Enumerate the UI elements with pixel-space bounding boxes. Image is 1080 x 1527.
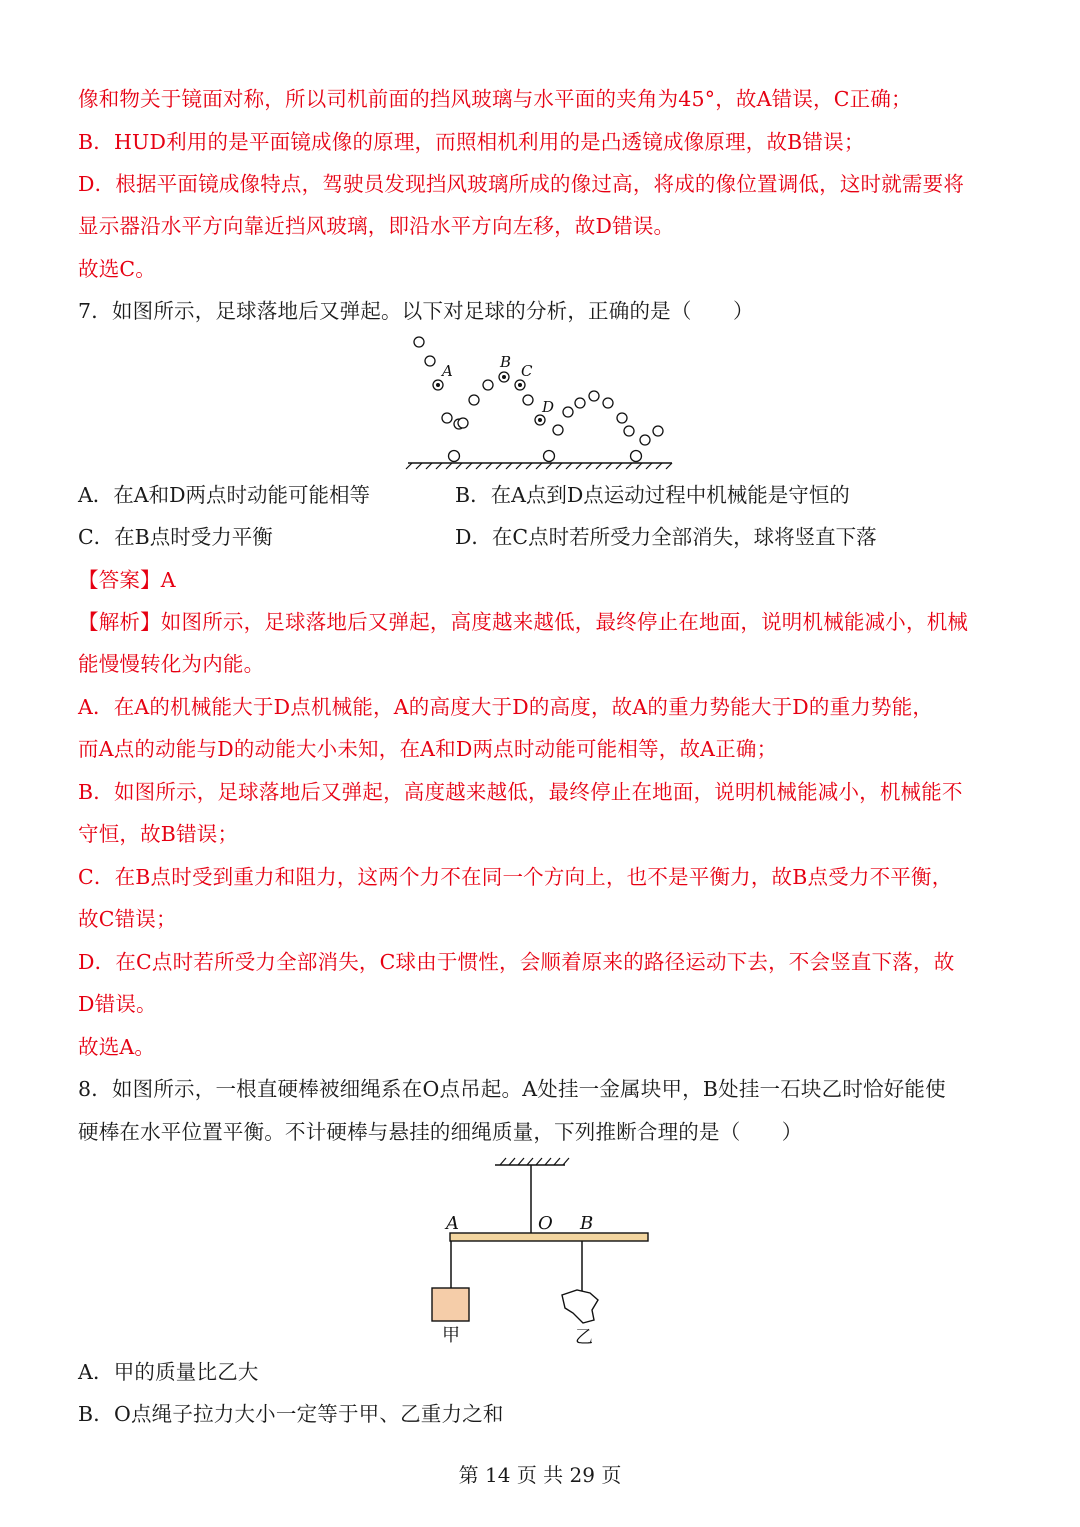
point-b-label: B [580, 1213, 594, 1234]
prev-explanation-line: 显示器沿水平方向靠近挡风玻璃，即沿水平方向左移，故D错误。 [78, 214, 675, 238]
q7-analysis-b: B．如图所示，足球落地后又弹起，高度越来越低，最终停止在地面，说明机械能减小，机械能不 [78, 780, 963, 804]
q7-option-d: D．在C点时若所受力全部消失，球将竖直下落 [455, 525, 877, 549]
q7-analysis-b: 守恒，故B错误； [78, 822, 239, 846]
point-a-label: A [446, 1213, 459, 1234]
q7-option-a: A．在A和D两点时动能可能相等 [78, 483, 371, 507]
q8-option-b: B．O点绳子拉力大小一定等于甲、乙重力之和 [78, 1402, 504, 1426]
q7-analysis-c: C．在B点时受到重力和阻力，这两个力不在同一个方向上，也不是平衡力，故B点受力不平衡， [78, 865, 953, 889]
q7-analysis: 【解析】如图所示，足球落地后又弹起，高度越来越低，最终停止在地面，说明机械能减小，机械 [78, 610, 969, 634]
q7-analysis-a: 而A点的动能与D的动能大小未知，在A和D两点时动能可能相等，故A正确； [78, 737, 778, 761]
ball-trajectory [414, 337, 663, 462]
prev-explanation-line: B．HUD利用的是平面镜成像的原理，而照相机利用的是凸透镜成像原理，故B错误； [78, 130, 865, 154]
q7-analysis-c: 故C错误； [78, 907, 177, 931]
yi-label: 乙 [575, 1327, 593, 1348]
q8-stem: 硬棒在水平位置平衡。不计硬棒与悬挂的细绳质量，下列推断合理的是（ ） [78, 1120, 803, 1144]
prev-explanation-line: D．根据平面镜成像特点，驾驶员发现挡风玻璃所成的像过高，将成的像位置调低，这时就需要将 [78, 172, 965, 196]
q7-answer: 【答案】A [78, 568, 176, 592]
ground-hatching [406, 463, 672, 469]
rigid-rod [450, 1233, 648, 1241]
metal-block-jia [432, 1288, 469, 1321]
q7-stem: 7．如图所示，足球落地后又弹起。以下对足球的分析，正确的是（ ） [78, 299, 754, 323]
prev-explanation-line: 像和物关于镜面对称，所以司机前面的挡风玻璃与水平面的夹角为45°，故A错误，C正确； [78, 87, 912, 111]
ceiling-hatching [500, 1158, 569, 1165]
prev-conclusion: 故选C。 [78, 257, 156, 281]
point-b-label: B [500, 353, 512, 371]
lever-figure [420, 1150, 670, 1350]
stone-yi [562, 1290, 598, 1323]
point-o-label: O [538, 1213, 553, 1234]
q7-conclusion: 故选A。 [78, 1035, 156, 1059]
q7-analysis-d: D错误。 [78, 992, 157, 1016]
q8-stem: 8．如图所示，一根直硬棒被细绳系在O点吊起。A处挂一金属块甲，B处挂一石块乙时恰好能使 [78, 1077, 946, 1101]
bouncing-ball-figure [400, 330, 680, 470]
jia-label: 甲 [442, 1325, 460, 1346]
q7-analysis-a: A．在A的机械能大于D点机械能，A的高度大于D的高度，故A的重力势能大于D的重力势能， [78, 695, 934, 719]
q7-analysis-d: D．在C点时若所受力全部消失，C球由于惯性，会顺着原来的路径运动下去，不会竖直下落，故 [78, 950, 955, 974]
point-a-label: A [442, 362, 453, 380]
q7-option-b: B．在A点到D点运动过程中机械能是守恒的 [455, 483, 850, 507]
q8-option-a: A．甲的质量比乙大 [78, 1360, 259, 1384]
q7-analysis: 能慢慢转化为内能。 [78, 652, 265, 676]
point-d-label: D [542, 398, 555, 416]
point-c-label: C [521, 362, 533, 380]
page-footer: 第 14 页 共 29 页 [458, 1463, 622, 1487]
q7-option-c: C．在B点时受力平衡 [78, 525, 273, 549]
